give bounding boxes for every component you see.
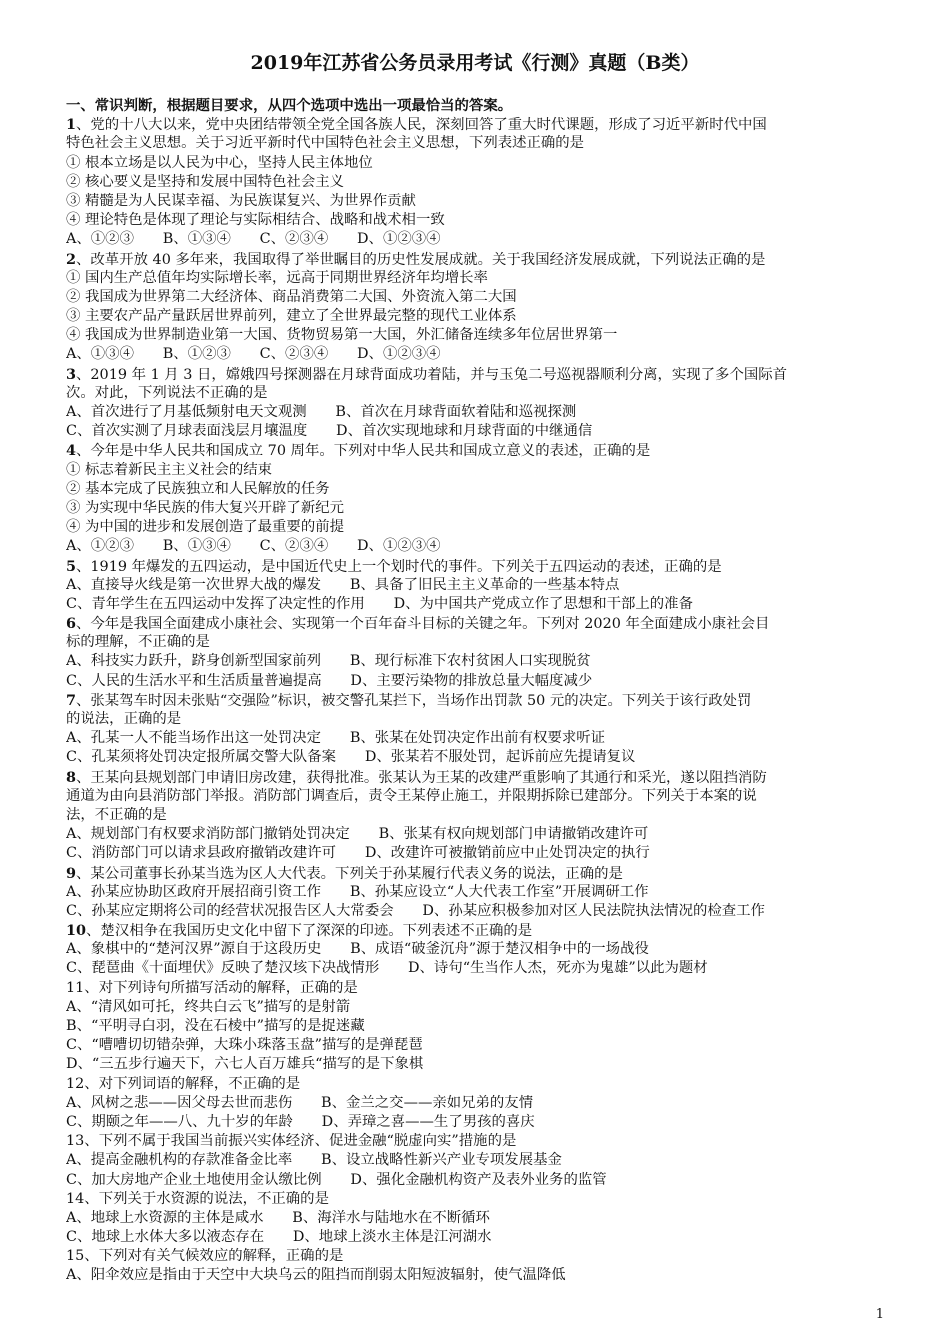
text-line: [66, 1113, 896, 1132]
line-text: A、地球上水资源的主体是咸水 B、海洋水与陆地水在不断循环: [66, 1209, 490, 1226]
text-line: [66, 652, 896, 671]
text-line: [66, 134, 896, 153]
line-text: A、科技实力跃升，跻身创新型国家前列 B、现行标准下农村贫困人口实现脱贫: [66, 653, 591, 670]
line-text: ④ 理论特色是体现了理论与实际相结合、战略和战术相一致: [66, 212, 445, 229]
text-line: [66, 806, 896, 825]
line-text: 、张某驾车时因未张贴“交强险”标识，被交警孔某拦下，当场作出罚款 50 元的决定。下列关于该行政处罚: [76, 692, 752, 709]
text-line: [66, 1017, 896, 1036]
text-line: [66, 729, 896, 748]
question-number: 10: [66, 922, 87, 940]
line-text: 11、对下列诗句所描写活动的解释，正确的是: [66, 979, 358, 996]
line-text: B、“平明寻白羽，没在石棱中”描写的是捉迷藏: [66, 1018, 365, 1034]
text-line: [66, 192, 896, 211]
line-text: 14、下列关于水资源的说法，不正确的是: [66, 1190, 329, 1207]
text-line: [66, 557, 896, 576]
text-line: [66, 384, 896, 403]
text-line: [66, 825, 896, 844]
line-text: 标的理解，不正确的是: [66, 634, 210, 651]
line-text: ④ 为中国的进步和发展创造了最重要的前提: [66, 519, 344, 536]
section-heading: 一、常识判断，根据题目要求，从四个选项中选出一项最恰当的答案。: [66, 97, 513, 114]
line-text: D、“三五步行遍天下，六七人百万雄兵“描写的是下象棋: [66, 1056, 424, 1073]
question-number: 2: [66, 250, 77, 268]
line-text: A、孙某应协助区政府开展招商引资工作 B、孙某应设立“人大代表工作室”开展调研工作: [66, 883, 649, 900]
text-line: [66, 403, 896, 422]
line-text: 12、对下列词语的解释，不正确的是: [66, 1075, 301, 1092]
line-text: ① 根本立场是以人民为中心，坚持人民主体地位: [66, 154, 373, 171]
text-line: [66, 211, 896, 230]
text-line: [66, 1266, 896, 1285]
line-text: C、期颐之年——八、九十岁的年龄 D、弄璋之喜——生了男孩的喜庆: [66, 1113, 535, 1130]
question-number: 1: [66, 116, 77, 134]
text-line: [66, 844, 896, 863]
text-line: [66, 288, 896, 307]
line-text: ③ 主要农产品产量跃居世界前列，建立了全世界最完整的现代工业体系: [66, 308, 517, 325]
question-body: [66, 96, 896, 1286]
line-text: 、1919 年爆发的五四运动，是中国近代史上一个划时代的事件。下列关于五四运动的表述，正确的是: [76, 558, 722, 575]
text-line: [66, 269, 896, 288]
text-line: [66, 518, 896, 537]
text-line: [66, 787, 896, 806]
line-text: ④ 我国成为世界制造业第一大国、货物贸易第一大国，外汇储备连续多年位居世界第一: [66, 327, 618, 344]
text-line: [66, 959, 896, 978]
line-text: 、今年是我国全面建成小康社会、实现第一个百年奋斗目标的关键之年。下列对 2020 年全面建成小康社会目: [76, 616, 770, 633]
question-lines: [66, 115, 896, 1285]
text-line: [66, 422, 896, 441]
line-text: 13、下列不属于我国当前振兴实体经济、促进金融“脱虚向实”措施的是: [66, 1133, 517, 1150]
text-line: [66, 326, 896, 345]
line-text: ② 核心要义是坚持和发展中国特色社会主义: [66, 173, 344, 190]
line-text: C、琵琶曲《十面埋伏》反映了楚汉垓下决战情形 D、诗句“生当作人杰，死亦为鬼雄”以此为题材: [66, 960, 708, 977]
text-line: [66, 365, 896, 384]
text-line: [66, 940, 896, 959]
line-text: C、青年学生在五四运动中发挥了决定性的作用 D、为中国共产党成立作了思想和干部上的准备: [66, 595, 693, 612]
line-text: A、①③④ B、①②③ C、②③④ D、①②③④: [66, 346, 441, 363]
line-text: 通道为由向县消防部门举报。消防部门调查后，责令王某停止施工，并限期拆除已建部分。下列关于本案的说: [66, 787, 757, 804]
question-number: 3: [66, 365, 77, 383]
text-line: [66, 672, 896, 691]
line-text: C、孙某应定期将公司的经营状况报告区人大常委会 D、孙某应积极参加对区人民法院执法情况的检查工作: [66, 902, 765, 919]
line-text: C、“嘈嘈切切错杂弹，大珠小珠落玉盘”描写的是弹琵琶: [66, 1037, 423, 1054]
line-text: 特色社会主义思想。关于习近平新时代中国特色社会主义思想，下列表述正确的是: [66, 135, 585, 152]
question-number: 8: [66, 768, 77, 786]
line-text: 、党的十八大以来，党中央团结带领全党全国各族人民，深刻回答了重大时代课题，形成了习近平新时代中国: [76, 117, 767, 134]
text-line: [66, 921, 896, 940]
line-text: A、风树之悲——因父母去世而悲伤 B、金兰之交——亲如兄弟的友情: [66, 1094, 534, 1111]
text-line: [66, 1190, 896, 1209]
line-text: A、①②③ B、①③④ C、②③④ D、①②③④: [66, 231, 441, 248]
line-text: 法，不正确的是: [66, 806, 167, 823]
line-text: ① 国内生产总值年均实际增长率，远高于同期世界经济年均增长率: [66, 269, 488, 286]
line-text: A、直接导火线是第一次世界大战的爆发 B、具备了旧民主主义革命的一些基本特点: [66, 576, 620, 593]
line-text: C、人民的生活水平和生活质量普遍提高 D、主要污染物的排放总量大幅度减少: [66, 672, 593, 689]
question-number: 4: [66, 442, 77, 460]
text-line: [66, 1094, 896, 1113]
line-text: ③ 为实现中华民族的伟大复兴开辟了新纪元: [66, 499, 344, 516]
text-line: [66, 710, 896, 729]
line-text: C、首次实测了月球表面浅层月壤温度 D、首次实现地球和月球背面的中继通信: [66, 423, 593, 440]
text-line: [66, 1151, 896, 1170]
line-text: 次。对此，下列说法不正确的是: [66, 384, 268, 401]
line-text: 、王某向县规划部门申请旧房改建，获得批准。张某认为王某的改建严重影响了其通行和采光，遂以阻挡消防: [76, 769, 767, 786]
text-line: [66, 115, 896, 134]
text-line: [66, 537, 896, 556]
line-text: ③ 精髓是为人民谋幸福、为民族谋复兴、为世界作贡献: [66, 192, 416, 209]
page-number: 1: [875, 1307, 884, 1322]
text-line: [66, 864, 896, 883]
line-text: 、今年是中华人民共和国成立 70 周年。下列对中华人民共和国成立意义的表述，正确的是: [76, 443, 651, 460]
line-text: 15、下列对有关气候效应的解释，正确的是: [66, 1248, 344, 1265]
text-line: [66, 614, 896, 633]
text-line: [66, 633, 896, 652]
text-line: [66, 768, 896, 787]
line-text: A、规划部门有权要求消防部门撤销处罚决定 B、张某有权向规划部门申请撤销改建许可: [66, 826, 649, 843]
text-line: [66, 154, 896, 173]
page-title: 2019年江苏省公务员录用考试《行测》真题（B类）: [250, 52, 700, 74]
text-line: [66, 883, 896, 902]
line-text: A、阳伞效应是指由于天空中大块乌云的阻挡而削弱太阳短波辐射，使气温降低: [66, 1267, 566, 1284]
line-text: C、孔某须将处罚决定报所属交警大队备案 D、张某若不服处罚，起诉前应先提请复议: [66, 749, 636, 766]
text-line: [66, 173, 896, 192]
text-line: [66, 1132, 896, 1151]
text-line: [66, 1228, 896, 1247]
text-line: [66, 250, 896, 269]
text-line: [66, 1247, 896, 1266]
text-line: [66, 998, 896, 1017]
text-line: [66, 499, 896, 518]
text-line: [66, 230, 896, 249]
question-number: 7: [66, 691, 77, 709]
text-line: [66, 1055, 896, 1074]
question-number: 5: [66, 557, 77, 575]
line-text: A、“清风如可托，终共白云飞”描写的是射箭: [66, 998, 351, 1015]
line-text: ① 标志着新民主主义社会的结束: [66, 461, 273, 478]
text-line: [66, 1209, 896, 1228]
question-number: 9: [66, 864, 77, 882]
line-text: C、加大房地产企业土地使用金认缴比例 D、强化金融机构资产及表外业务的监管: [66, 1171, 607, 1188]
text-line: [66, 1036, 896, 1055]
text-line: [66, 1075, 896, 1094]
text-line: [66, 461, 896, 480]
line-text: 、2019 年 1 月 3 日，嫦娥四号探测器在月球背面成功着陆，并与玉兔二号巡视器顺利分离，实现了多个国际首: [76, 366, 788, 383]
line-text: A、首次进行了月基低频射电天文观测 B、首次在月球背面软着陆和巡视探测: [66, 404, 577, 420]
text-line: [66, 307, 896, 326]
text-line: [66, 595, 896, 614]
line-text: ② 我国成为世界第二大经济体、商品消费第二大国、外资流入第二大国: [66, 288, 517, 305]
line-text: 、某公司董事长孙某当选为区人大代表。下列关于孙某履行代表义务的说法，正确的是: [76, 865, 623, 882]
text-line: [66, 748, 896, 767]
line-text: ② 基本完成了民族独立和人民解放的任务: [66, 480, 330, 497]
line-text: A、①②③ B、①③④ C、②③④ D、①②③④: [66, 538, 441, 555]
line-text: 、改革开放 40 多年来，我国取得了举世瞩目的历史性发展成就。关于我国经济发展成就，下列说法正确的是: [76, 251, 766, 268]
text-line: [66, 1171, 896, 1190]
line-text: 、楚汉相争在我国历史文化中留下了深深的印迹。下列表述不正确的是: [86, 923, 533, 940]
line-text: C、消防部门可以请求县政府撤销改建许可 D、改建许可被撤销前应中止处罚决定的执行: [66, 845, 650, 862]
question-number: 6: [66, 615, 77, 633]
line-text: C、地球上水体大多以液态存在 D、地球上淡水主体是江河湖水: [66, 1229, 492, 1246]
text-line: [66, 345, 896, 364]
text-line: [66, 480, 896, 499]
text-line: [66, 691, 896, 710]
text-line: [66, 441, 896, 460]
line-text: A、象棋中的“楚河汉界”源自于这段历史 B、成语“破釜沉舟”源于楚汉相争中的一场战役: [66, 941, 649, 958]
text-line: [66, 576, 896, 595]
line-text: 的说法，正确的是: [66, 711, 182, 727]
line-text: A、孔某一人不能当场作出这一处罚决定 B、张某在处罚决定作出前有权要求听证: [66, 730, 606, 747]
text-line: [66, 902, 896, 921]
text-line: [66, 979, 896, 998]
line-text: A、提高金融机构的存款准备金比率 B、设立战略性新兴产业专项发展基金: [66, 1152, 562, 1169]
